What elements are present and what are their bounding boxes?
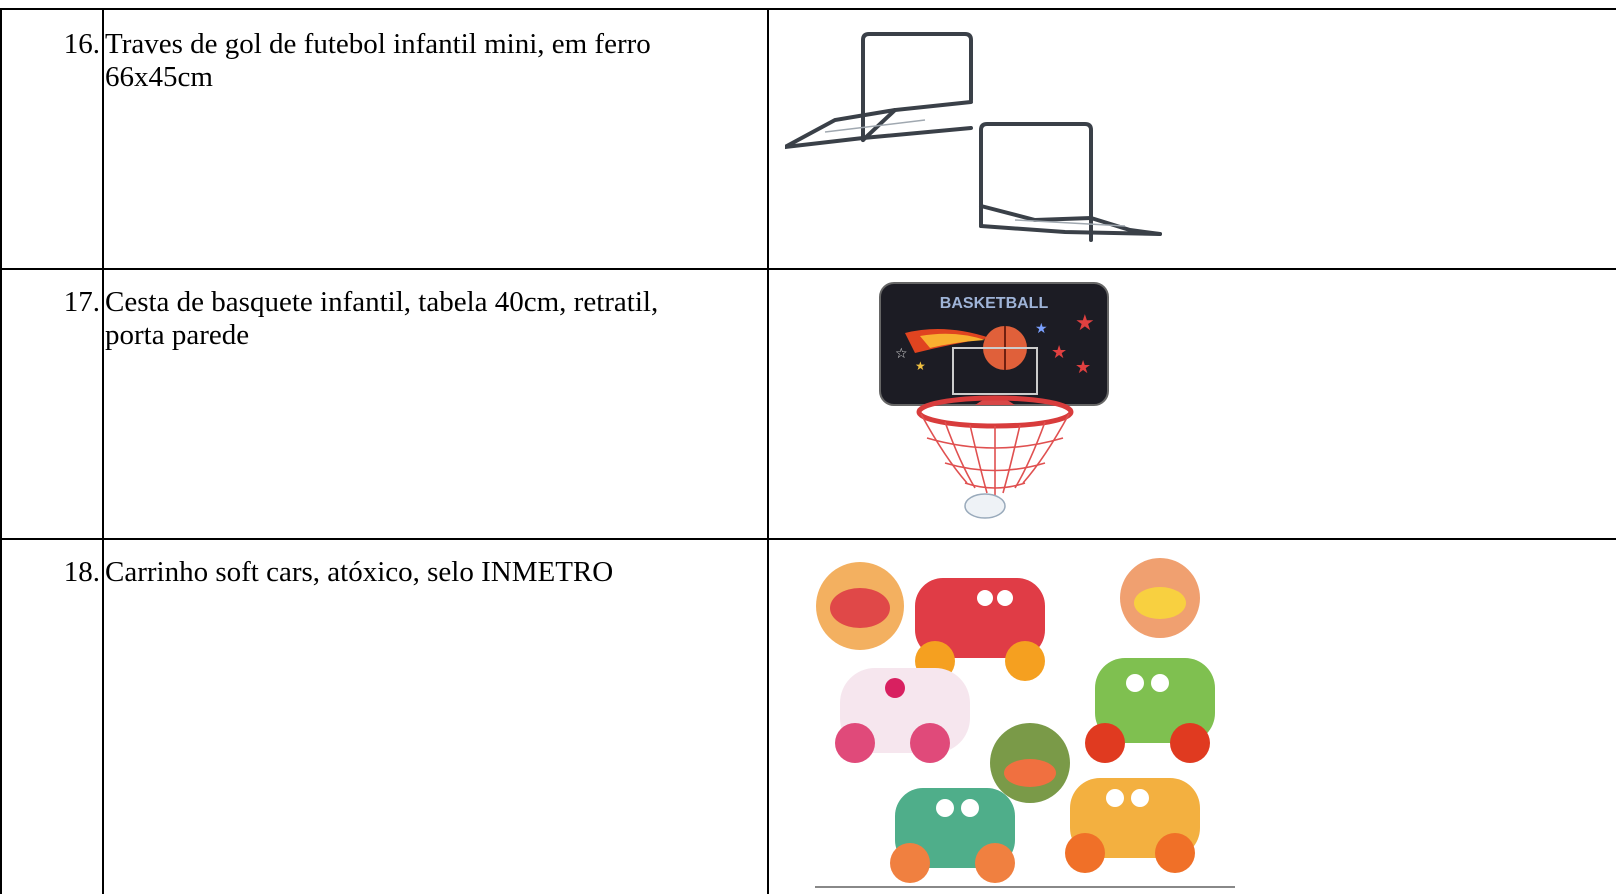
item-description: Traves de gol de futebol infantil mini, em ferro 66x45cm bbox=[105, 28, 651, 93]
svg-text:★: ★ bbox=[1075, 311, 1095, 336]
item-description: Cesta de basquete infantil, tabela 40cm, retratil, porta parede bbox=[105, 286, 659, 351]
backboard-label: BASKETBALL bbox=[939, 295, 1049, 312]
soccer-goals-image bbox=[785, 20, 1175, 260]
column-divider bbox=[102, 8, 104, 894]
item-number: 18. bbox=[63, 556, 100, 588]
column-divider bbox=[767, 8, 769, 894]
item-number: 16. bbox=[63, 28, 100, 60]
row-divider bbox=[0, 538, 1616, 540]
svg-text:☆: ☆ bbox=[895, 346, 908, 362]
item-description: Carrinho soft cars, atóxico, selo INMETRO bbox=[105, 556, 614, 588]
row-divider bbox=[0, 268, 1616, 270]
item-number: 17. bbox=[63, 286, 100, 318]
svg-text:★: ★ bbox=[1075, 357, 1092, 378]
svg-text:★: ★ bbox=[1035, 321, 1048, 337]
basketball-hoop-image bbox=[875, 278, 1115, 528]
svg-text:★: ★ bbox=[915, 359, 926, 373]
svg-text:★: ★ bbox=[1051, 342, 1068, 363]
items-table bbox=[0, 8, 1616, 894]
table-border-top bbox=[0, 8, 1616, 10]
table-border-left bbox=[0, 8, 2, 894]
soft-cars-image bbox=[815, 553, 1235, 889]
